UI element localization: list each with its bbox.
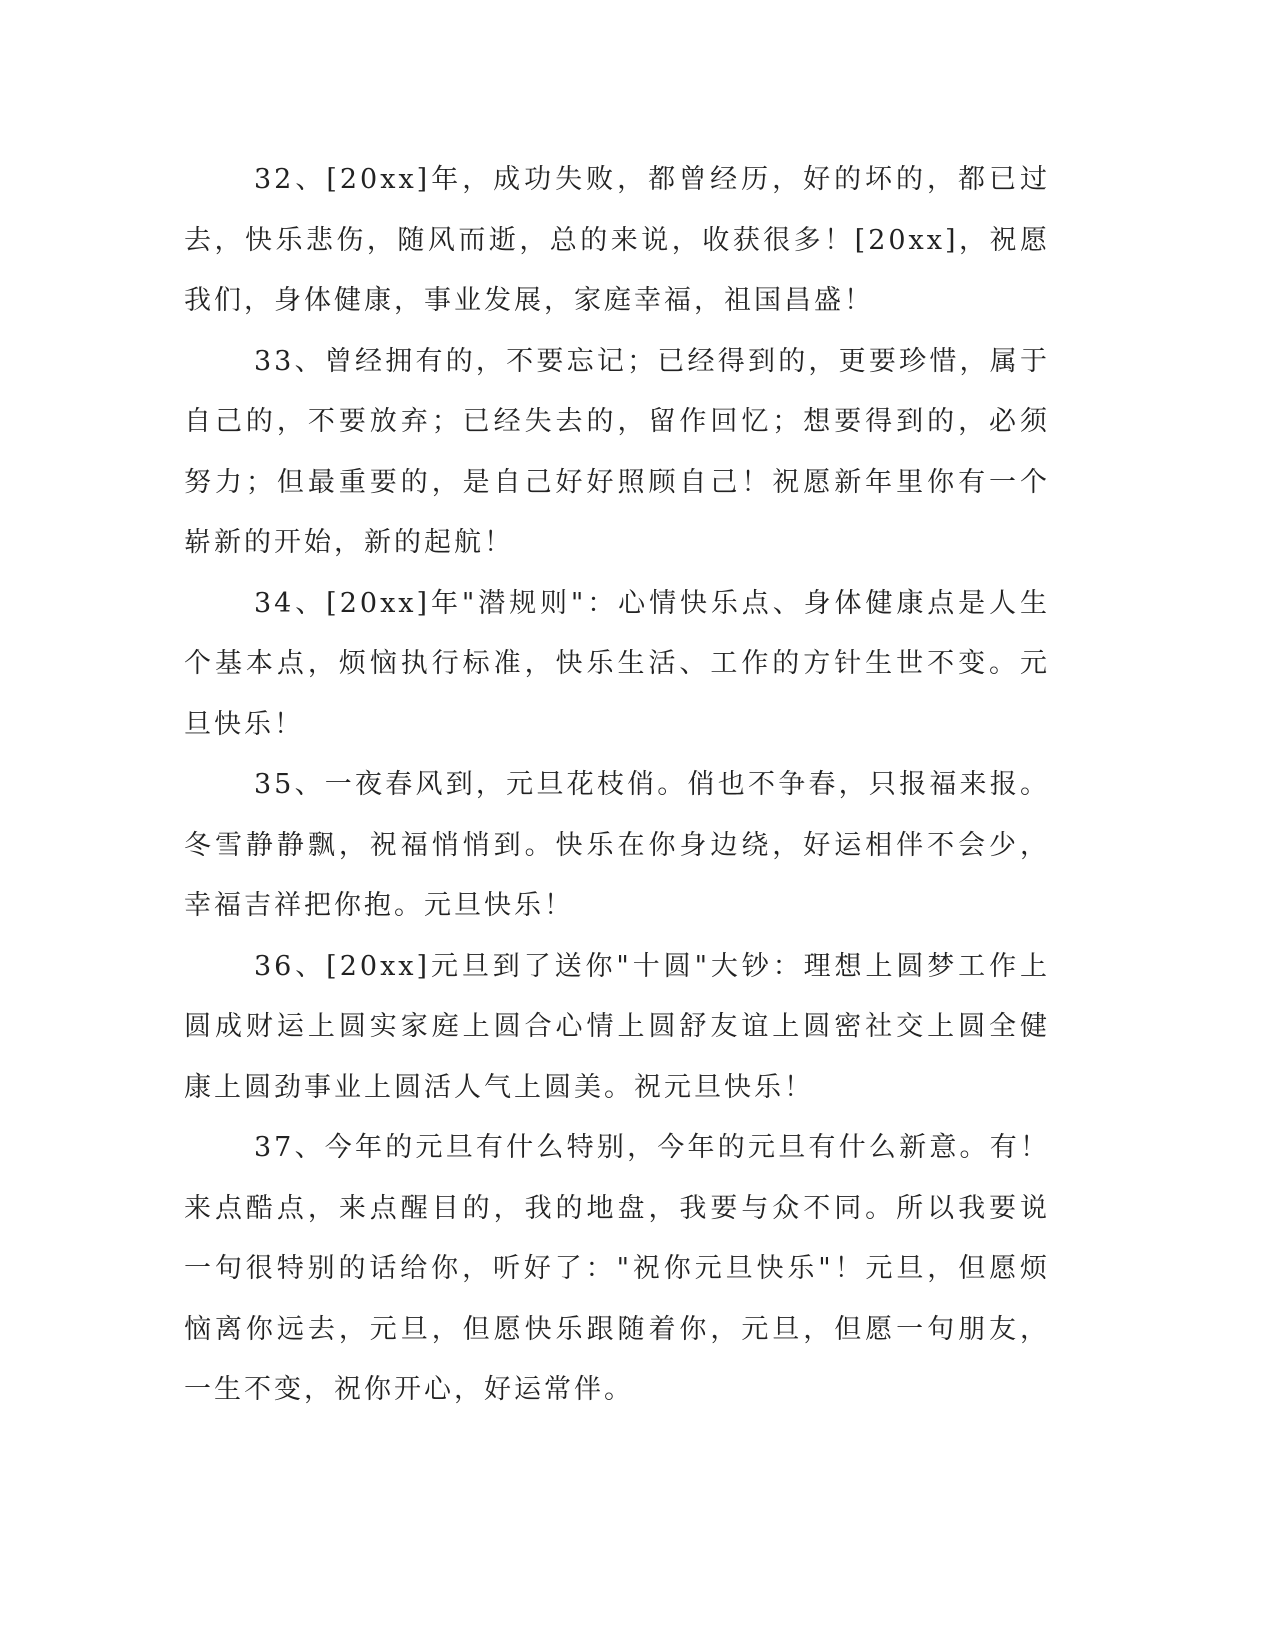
paragraph-36: 36、[20xx]元旦到了送你"十圆"大钞：理想上圆梦工作上圆成财运上圆实家庭上圆合心情上圆舒友谊上圆密社交上圆全健康上圆劲事业上圆活人气上圆美。祝元旦快乐！ [184,950,1050,1103]
document-body [184,150,1050,1421]
paragraph-37: 37、今年的元旦有什么特别，今年的元旦有什么新意。有！来点酷点，来点醒目的，我的地盘，我要与众不同。所以我要说一句很特别的话给你，听好了："祝你元旦快乐"！元旦，但愿烦恼离你远去，元旦，但愿快乐跟随着你，元旦，但愿一句朋友，一生不变，祝你开心，好运常伴。 [184,1132,1050,1405]
paragraph-34: 34、[20xx]年"潜规则"：心情快乐点、身体健康点是人生个基本点，烦恼执行标准，快乐生活、工作的方针生世不变。元旦快乐！ [184,587,1050,740]
paragraph-32: 32、[20xx]年，成功失败，都曾经历，好的坏的，都已过去，快乐悲伤，随风而逝，总的来说，收获很多！[20xx]，祝愿我们，身体健康，事业发展，家庭幸福，祖国昌盛！ [184,164,1050,316]
paragraph-35: 35、一夜春风到，元旦花枝俏。俏也不争春，只报福来报。冬雪静静飘，祝福悄悄到。快乐在你身边绕，好运相伴不会少，幸福吉祥把你抱。元旦快乐！ [184,769,1050,921]
paragraph-33: 33、曾经拥有的，不要忘记；已经得到的，更要珍惜，属于自己的，不要放弃；已经失去的，留作回忆；想要得到的，必须努力；但最重要的，是自己好好照顾自己！祝愿新年里你有一个崭新的开始，新的起航！ [184,345,1050,558]
